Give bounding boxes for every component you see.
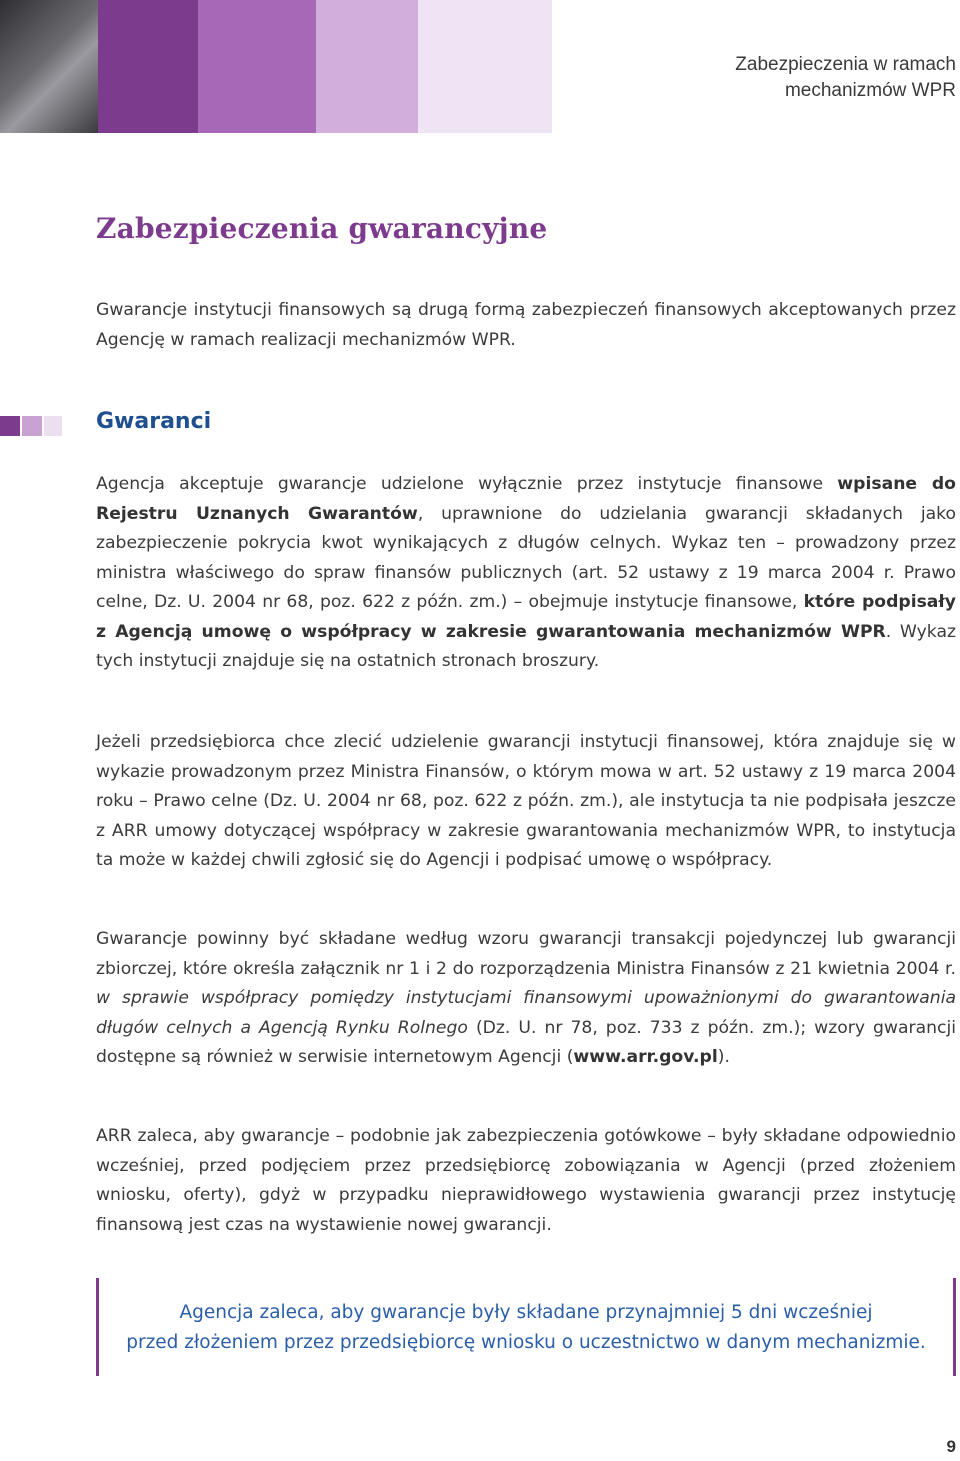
p1-text-a: Agencja akceptuje gwarancje udzielone wyłącznie przez instytucje finansowe: [96, 474, 838, 494]
p1-text-c: , uprawnione do udzielania gwarancji składanych jako zabezpieczenie pokrycia kwot wynikających z długów celnych. Wykaz ten – prowadzony przez ministra właściwego do spraw finansów publicznych (art. 52 ustawy z 19 marca 2004 r. Prawo celne, Dz. U. 2004 nr 68, poz. 622 z późn. zm.) – obejmuje instytucje finansowe,: [96, 503, 957, 612]
section-title: Gwaranci: [96, 409, 212, 434]
header-banner: [0, 0, 552, 133]
p3-italic-regulation: w sprawie współpracy pomiędzy instytucjami finansowymi upoważnionymi do gwarantowania długów celnych a Agencją Rynku Rolnego: [96, 988, 956, 1038]
section-marker-square-3: [44, 416, 62, 436]
banner-block-5: [418, 0, 552, 133]
paragraph-finance-ministry: Jeżeli przedsiębiorca chce zlecić udzielenie gwarancji instytucji finansowej, która znajduje się w wykazie prowadzonym przez Ministra Finansów, o którym mowa w art. 52 ustawy z 19 marca 2004 roku – Prawo celne (Dz. U. 2004 nr 68, poz. 622 z późn. zm.), ale instytucja ta nie podpisała jeszcze z ARR umowy dotyczącej współpracy w zakresie gwarantowania mechanizmów WPR, to instytucja ta może w każdej chwili zgłosić się do Agencji i podpisać umowę o współpracy.: [96, 732, 956, 870]
running-head-line-1: Zabezpieczenia w ramach: [735, 54, 956, 75]
paragraph-register: [96, 470, 956, 677]
paragraph-templates: [96, 925, 956, 1073]
callout-box: [96, 1278, 956, 1376]
p3-text-c: (Dz. U. nr 78, poz. 733 z późn. zm.); wzory gwarancji dostępne są również w serwisie internetowym Agencji (: [96, 1017, 957, 1067]
p3-text-a: Gwarancje powinny być składane według wzoru gwarancji transakcji pojedynczej lub gwarancji zbiorczej, które określa załącznik nr 1 i 2 do rozporządzenia Ministra Finansów z 21 kwietnia 2004 r.: [96, 929, 956, 979]
paragraph-recommendation: ARR zaleca, aby gwarancje – podobnie jak zabezpieczenia gotówkowe – były składane odpowiednio wcześniej, przed podjęciem przez przedsiębiorcę zobowiązania w Agencji (przed złożeniem wniosku, oferty), gdyż w przypadku nieprawidłowego wystawienia gwarancji przez instytucję finansową jest czas na wystawienie nowej gwarancji.: [96, 1126, 956, 1235]
p1-bold-register: wpisane do Rejestru Uznanych Gwarantów: [96, 474, 956, 524]
banner-block-4: [316, 0, 418, 133]
callout-line-2: przed złożeniem przez przedsiębiorcę wniosku o uczestnictwo w danym mechanizmie.: [126, 1332, 926, 1353]
banner-block-3: [198, 0, 316, 133]
section-marker: [0, 416, 62, 436]
page-number: 9: [946, 1437, 956, 1456]
running-head-line-2: mechanizmów WPR: [784, 80, 956, 101]
callout-line-1: Agencja zaleca, aby gwarancje były składane przynajmniej 5 dni wcześniej: [179, 1302, 873, 1323]
section-marker-square-2: [22, 416, 42, 436]
page-title: Zabezpieczenia gwarancyjne: [96, 212, 548, 245]
p1-text-e: . Wykaz tych instytucji znajduje się na ostatnich stronach broszury.: [96, 621, 956, 671]
running-head: [735, 52, 956, 104]
website-link[interactable]: www.arr.gov.pl: [573, 1047, 718, 1067]
section-marker-square-1: [0, 416, 20, 436]
intro-paragraph: Gwarancje instytucji finansowych są drugą formą zabezpieczeń finansowych akceptowanych przez Agencję w ramach realizacji mechanizmów WPR.: [96, 300, 956, 350]
p3-text-e: ).: [717, 1047, 730, 1067]
p1-bold-agreement: które podpisały z Agencją umowę o współpracy w zakresie gwarantowania mechanizmów WPR: [96, 592, 956, 642]
callout-text: [99, 1298, 953, 1358]
banner-photo-block: [0, 0, 98, 133]
banner-block-2: [98, 0, 198, 133]
